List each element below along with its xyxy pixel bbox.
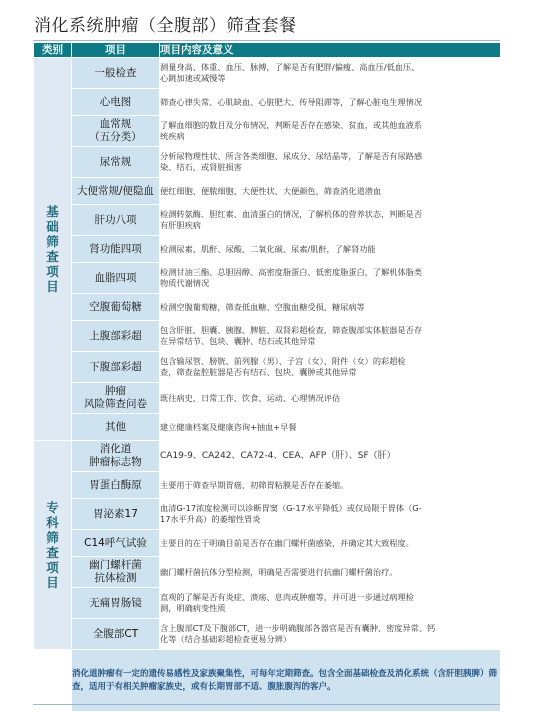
- note-row: [34, 650, 501, 712]
- table-header-row: [34, 43, 501, 58]
- item-name: 血常规 （五分类）: [72, 116, 160, 147]
- category-basic: 基础筛查项目: [34, 58, 72, 441]
- table-row: [34, 178, 501, 205]
- item-desc: 分析尿物理性状、所含各类细胞、尿成分、尿结晶等，了解是否有尿路感 染、结石，或肾脏损害: [160, 147, 501, 178]
- table-body: [34, 58, 501, 712]
- table-row: [34, 263, 501, 294]
- item-desc: 了解血细胞的数目及分布情况，判断是否存在感染、贫血，或其他血液系 统疾病: [160, 116, 501, 147]
- item-name: 幽门螺杆菌 抗体检测: [72, 557, 160, 588]
- table-row: [34, 441, 501, 472]
- item-desc: 检测甘油三酯、总胆固醇、高密度脂蛋白、低密度脂蛋白，了解机体脂类 物质代谢情况: [160, 263, 501, 294]
- item-desc: CA19-9、CA242、CA72-4、CEA、AFP（肝）、SF（肝）: [160, 441, 501, 472]
- header-category: 类别: [34, 43, 72, 58]
- table-row: [34, 58, 501, 89]
- item-name: 血脂四项: [72, 263, 160, 294]
- item-desc: 检测转氨酶、胆红素、血清蛋白的情况，了解机体的营养状态，判断是否 有肝胆疾病: [160, 205, 501, 236]
- table-row: [34, 321, 501, 352]
- item-name: 无痛胃肠镜: [72, 588, 160, 619]
- item-name: 空腹葡萄糖: [72, 294, 160, 321]
- item-desc: 主要目的在于明确目前是否存在幽门螺杆菌感染，并确定其大致程度。: [160, 530, 501, 557]
- item-desc: 幽门螺杆菌抗体分型检测，明确是否需要进行抗幽门螺杆菌治疗。: [160, 557, 501, 588]
- item-name: 一般检查: [72, 58, 160, 89]
- table-row: [34, 530, 501, 557]
- item-desc: 主要用于筛查早期胃癌，初筛胃粘膜是否存在萎缩。: [160, 472, 501, 499]
- table-row: [34, 414, 501, 441]
- header-desc: 项目内容及意义: [160, 43, 501, 58]
- item-desc: 含上腹部CT及下腹部CT，进一步明确腹部各器官是否有囊肿、密度异常、钙 化等（结合基础彩超检查更易分辨）: [160, 619, 501, 650]
- screening-table: [33, 42, 501, 712]
- note-spacer: [34, 650, 72, 712]
- item-name: 肿瘤 风险筛查问卷: [72, 383, 160, 414]
- table-row: [34, 557, 501, 588]
- package-note: 消化道肿瘤有一定的遗传易感性及家族聚集性，可每年定期筛查。包含全面基础检查及消化系统（含肝胆胰脾）筛查，适用于有相关肿瘤家族史，或有长期胃部不适、腹胀腹泻的客户。: [72, 650, 501, 712]
- table-row: [34, 588, 501, 619]
- item-desc: 筛查心律失常、心肌缺血、心脏肥大、传导阻滞等，了解心脏电生理情况: [160, 89, 501, 116]
- item-desc: 检测尿素、肌酐、尿酸、二氧化碳、尿素/肌酐，了解肾功能: [160, 236, 501, 263]
- item-name: C14呼气试验: [72, 530, 160, 557]
- table-row: [34, 236, 501, 263]
- category-specialist: 专科筛查项目: [34, 441, 72, 650]
- header-item: 项目: [72, 43, 160, 58]
- item-name: 胃蛋白酶原: [72, 472, 160, 499]
- table-row: [34, 116, 501, 147]
- table-row: [34, 383, 501, 414]
- item-name: 心电图: [72, 89, 160, 116]
- item-desc: 既往病史，日常工作、饮食、运动、心理情况评估: [160, 383, 501, 414]
- item-name: 肝功八项: [72, 205, 160, 236]
- table-row: [34, 147, 501, 178]
- item-desc: 建立健康档案及健康咨询+抽血+早餐: [160, 414, 501, 441]
- item-name: 下腹部彩超: [72, 352, 160, 383]
- table-row: [34, 205, 501, 236]
- item-name: 消化道 肿瘤标志物: [72, 441, 160, 472]
- item-name: 肾功能四项: [72, 236, 160, 263]
- item-name: 全腹部CT: [72, 619, 160, 650]
- item-desc: 便红细胞、便脓细胞、大便性状、大便颜色，筛查消化道潜血: [160, 178, 501, 205]
- item-desc: 直观的了解是否有炎症、溃疡、息肉或肿瘤等，并可进一步通过病理检 测，明确病变性质: [160, 588, 501, 619]
- item-name: 上腹部彩超: [72, 321, 160, 352]
- bottom-divider: [33, 704, 500, 705]
- item-name: 胃泌素17: [72, 499, 160, 530]
- title-divider: [33, 40, 500, 41]
- item-desc: 检测空腹葡萄糖，筛查低血糖、空腹血糖受损、糖尿病等: [160, 294, 501, 321]
- item-desc: 包含输尿管、膀胱、前列腺（男）、子宫（女）、附件（女）的彩超检 查，筛查盆腔脏器是否有结石、包块、囊肿或其他异常: [160, 352, 501, 383]
- table-row: [34, 499, 501, 530]
- table-row: [34, 352, 501, 383]
- table-row: [34, 294, 501, 321]
- page-title: 消化系统肿瘤（全腹部）筛查套餐: [34, 16, 297, 36]
- item-name: 其他: [72, 414, 160, 441]
- table-row: [34, 619, 501, 650]
- item-desc: 测量身高、体重、血压、脉搏，了解是否有肥胖/偏瘦、高血压/低血压、 心跳加速或减慢等: [160, 58, 501, 89]
- item-name: 尿常规: [72, 147, 160, 178]
- table-row: [34, 472, 501, 499]
- item-name: 大便常规/便隐血: [72, 178, 160, 205]
- item-desc: 包含肝脏、胆囊、胰腺、脾脏、双肾彩超检查，筛查腹部实体脏器是否存 在异常结节、包块、囊肿、结石或其他异常: [160, 321, 501, 352]
- table-row: [34, 89, 501, 116]
- item-desc: 血清G-17浓度检测可以诊断胃窦（G-17水平降低）或仅局限于胃体（G- 17水平升高）的萎缩性胃炎: [160, 499, 501, 530]
